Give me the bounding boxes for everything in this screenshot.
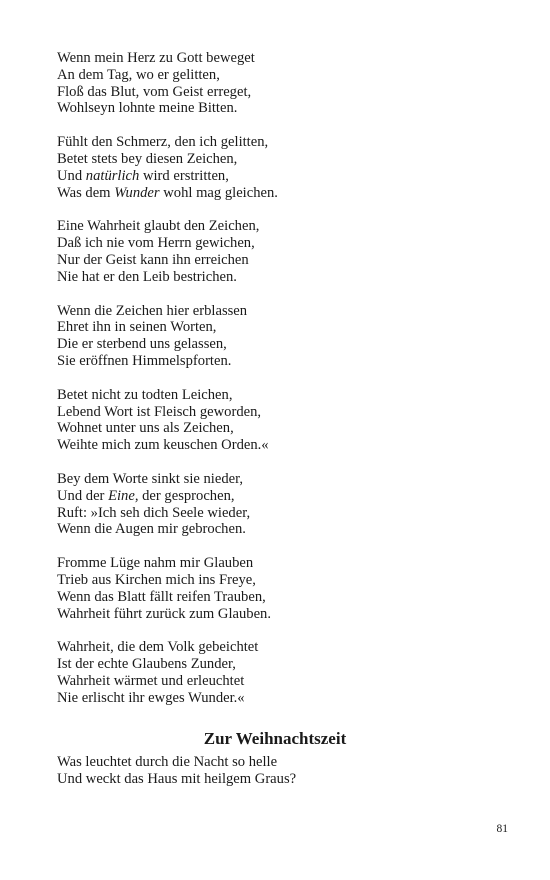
poem-line bbox=[57, 420, 497, 437]
line-text: Wenn das Blatt fällt reifen Trauben, bbox=[57, 588, 266, 605]
poem-line bbox=[57, 437, 497, 454]
poem-line bbox=[57, 521, 497, 538]
poem-line bbox=[57, 404, 497, 421]
poem-line bbox=[57, 353, 497, 370]
stanza bbox=[57, 387, 497, 454]
stanza bbox=[57, 134, 497, 201]
poem-line bbox=[57, 100, 497, 117]
poem-line: Und weckt das Haus mit heilgem Graus? bbox=[57, 770, 297, 787]
line-text: Fromme Lüge nahm mir Glauben bbox=[57, 555, 254, 572]
italic-text: Eine, bbox=[108, 487, 139, 504]
poem-line bbox=[57, 639, 497, 656]
poem-line bbox=[57, 151, 497, 168]
stanza bbox=[57, 471, 497, 538]
poem-line bbox=[57, 269, 497, 286]
poem-line bbox=[57, 185, 497, 202]
poem-line bbox=[57, 336, 497, 353]
poem-line bbox=[57, 387, 497, 404]
stanza bbox=[57, 303, 497, 370]
poem-line bbox=[57, 84, 497, 101]
line-text: Wohnet unter uns als Zeichen, bbox=[57, 420, 234, 437]
poem-line bbox=[57, 673, 497, 690]
line-text: wohl mag gleichen. bbox=[159, 184, 278, 201]
poem-line bbox=[57, 589, 497, 606]
poem-line bbox=[57, 555, 497, 572]
poem-line: Was leuchtet durch die Nacht so helle bbox=[57, 754, 278, 770]
line-text: Wenn die Zeichen hier erblassen bbox=[57, 302, 248, 319]
line-text: An dem Tag, wo er gelitten, bbox=[57, 66, 220, 83]
stanza bbox=[57, 639, 497, 706]
line-text: Und der bbox=[57, 487, 109, 504]
line-text: Eine Wahrheit glaubt den Zeichen, bbox=[57, 218, 260, 235]
poem-body bbox=[57, 50, 497, 724]
line-text: Sie eröffnen Himmelspforten. bbox=[57, 352, 232, 369]
line-text: Weihte mich zum keuschen Orden.« bbox=[57, 437, 269, 454]
line-text: Was dem bbox=[57, 184, 115, 201]
line-text: Lebend Wort ist Fleisch geworden, bbox=[57, 403, 262, 420]
poem-line bbox=[57, 505, 497, 522]
line-text: Ruft: »Ich seh dich Seele wieder, bbox=[57, 504, 251, 521]
poem-line bbox=[57, 303, 497, 320]
page-number: 81 bbox=[496, 823, 508, 835]
poem-line bbox=[57, 67, 497, 84]
poem-line bbox=[57, 319, 497, 336]
line-text: Die er sterbend uns gelassen, bbox=[57, 336, 227, 353]
line-text: Trieb aus Kirchen mich ins Freye, bbox=[57, 571, 256, 588]
italic-text: natürlich bbox=[85, 167, 140, 184]
stanza bbox=[57, 555, 497, 622]
line-text: der gesprochen, bbox=[138, 487, 235, 504]
line-text: Nie hat er den Leib bestrichen. bbox=[57, 268, 237, 285]
line-text: Wenn die Augen mir gebrochen. bbox=[57, 521, 246, 538]
line-text: Floß das Blut, vom Geist erreget, bbox=[57, 83, 252, 100]
line-text: Bey dem Worte sinkt sie nieder, bbox=[57, 470, 244, 487]
poem-line bbox=[57, 252, 497, 269]
stanza bbox=[57, 218, 497, 285]
poem-line bbox=[57, 471, 497, 488]
line-text: Wohlseyn lohnte meine Bitten. bbox=[57, 100, 238, 117]
line-text: Und bbox=[57, 167, 86, 184]
line-text: Wahrheit führt zurück zum Glauben. bbox=[57, 605, 272, 622]
poem-line bbox=[57, 690, 497, 707]
line-text: Ist der echte Glaubens Zunder, bbox=[57, 656, 236, 673]
line-text: wird erstritten, bbox=[139, 167, 229, 184]
line-text: Wahrheit, die dem Volk gebeichtet bbox=[57, 639, 259, 656]
line-text: Betet nicht zu todten Leichen, bbox=[57, 386, 233, 403]
poem-line bbox=[57, 235, 497, 252]
line-text: Wenn mein Herz zu Gott beweget bbox=[57, 50, 255, 66]
poem-line bbox=[57, 656, 497, 673]
poem-line bbox=[57, 218, 497, 235]
poem-line bbox=[57, 488, 497, 505]
section-heading: Zur Weihnachtszeit bbox=[203, 729, 347, 748]
line-text: Wahrheit wärmet und erleuchtet bbox=[57, 672, 245, 689]
poem-line bbox=[57, 134, 497, 151]
line-text: Nur der Geist kann ihn erreichen bbox=[57, 251, 249, 268]
line-text: Daß ich nie vom Herrn gewichen, bbox=[57, 235, 255, 252]
line-text: Ehret ihn in seinen Worten, bbox=[57, 319, 217, 336]
italic-text: Wunder bbox=[114, 184, 160, 201]
poem-line bbox=[57, 606, 497, 623]
line-text: Fühlt den Schmerz, den ich gelitten, bbox=[57, 134, 269, 151]
line-text: Betet stets bey diesen Zeichen, bbox=[57, 150, 238, 167]
poem-line bbox=[57, 572, 497, 589]
stanza bbox=[57, 50, 497, 117]
line-text: Nie erlischt ihr ewges Wunder.« bbox=[57, 689, 245, 706]
poem-line bbox=[57, 50, 497, 67]
poem-opening bbox=[57, 754, 497, 788]
poem-line bbox=[57, 168, 497, 185]
